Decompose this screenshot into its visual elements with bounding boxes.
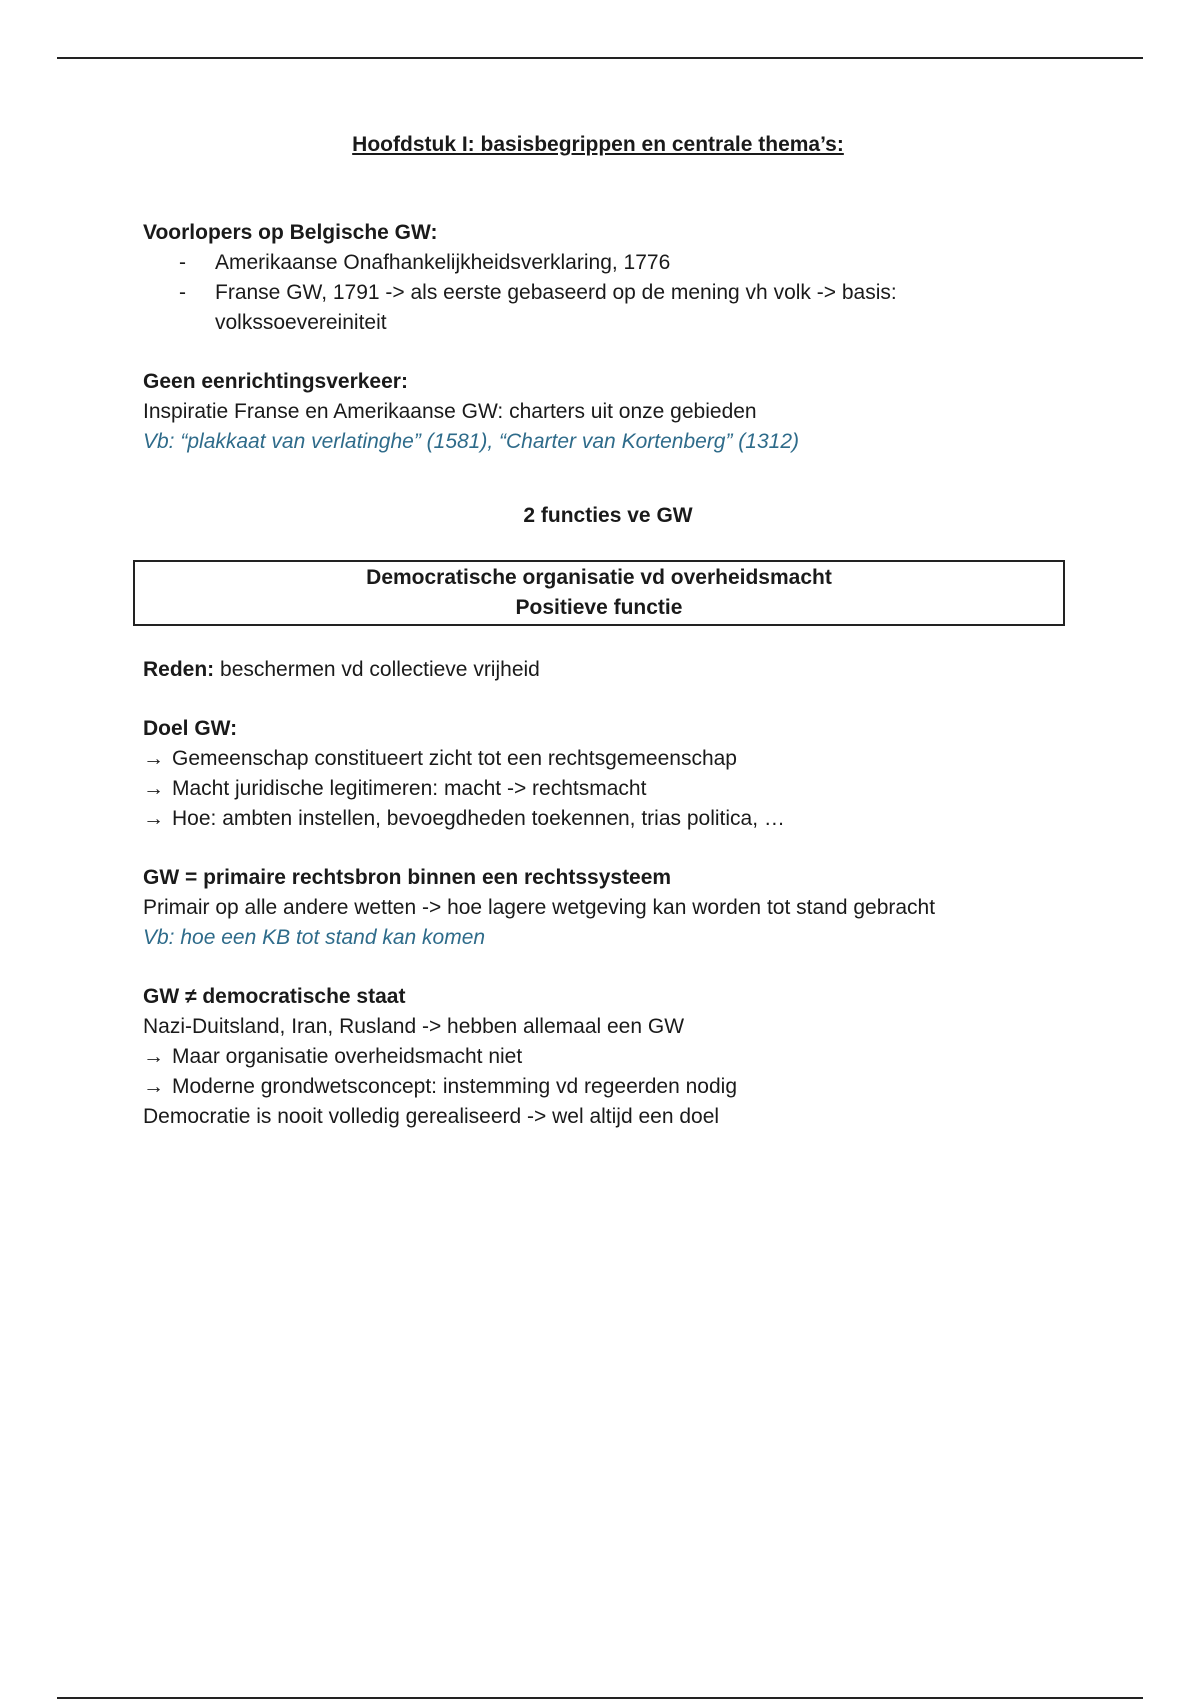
arrow-right-icon: →: [143, 807, 164, 830]
functies-heading: 2 functies ve GW: [523, 504, 693, 527]
function-box-subtitle: Positieve functie: [515, 596, 683, 619]
list-item: [143, 1072, 1073, 1102]
function-box-title: Democratische organisatie vd overheidsmacht: [366, 566, 832, 589]
reden-text: beschermen vd collectieve vrijheid: [214, 658, 540, 681]
voorlopers-list: [143, 248, 1073, 338]
list-item: [143, 804, 1073, 834]
reden-label: Reden:: [143, 658, 215, 681]
list-item-text: Maar organisatie overheidsmacht niet: [172, 1045, 523, 1068]
function-box: [133, 560, 1065, 626]
section-doel: [143, 714, 1073, 834]
section-eenrichting: [143, 367, 1073, 457]
democratisch-text: Nazi-Duitsland, Iran, Rusland -> hebben allemaal een GW: [143, 1015, 685, 1038]
list-item-text: Amerikaanse Onafhankelijkheidsverklaring, 1776: [215, 251, 671, 274]
arrow-right-icon: →: [143, 1045, 164, 1068]
list-item-text: Hoe: ambten instellen, bevoegdheden toekennen, trias politica, …: [172, 807, 785, 830]
list-item-text: Gemeenschap constitueert zicht tot een rechtsgemeenschap: [172, 747, 737, 770]
list-item-text: Franse GW, 1791 -> als eerste gebaseerd op de mening vh volk -> basis:: [215, 281, 897, 304]
list-item: [143, 774, 1073, 804]
primair-heading: GW = primaire rechtsbron binnen een rechtssysteem: [143, 866, 672, 889]
dash-bullet: -: [179, 251, 186, 274]
eenrichting-heading: Geen eenrichtingsverkeer:: [143, 370, 408, 393]
primair-example: Vb: hoe een KB tot stand kan komen: [143, 926, 486, 949]
doel-heading: Doel GW:: [143, 717, 238, 740]
dash-bullet: -: [179, 281, 186, 304]
header-rule: [57, 57, 1143, 59]
list-item: [179, 278, 1073, 338]
democratisch-closing: Democratie is nooit volledig gerealiseerd -> wel altijd een doel: [143, 1105, 720, 1128]
section-democratisch: [143, 982, 1073, 1132]
arrow-right-icon: →: [143, 1075, 164, 1098]
footer-rule: [57, 1697, 1143, 1699]
eenrichting-example: Vb: “plakkaat van verlatinghe” (1581), “Charter van Kortenberg” (1312): [143, 430, 800, 453]
list-item-text: Macht juridische legitimeren: macht -> rechtsmacht: [172, 777, 647, 800]
section-voorlopers: [143, 218, 1073, 338]
list-item-text: Moderne grondwetsconcept: instemming vd regeerden nodig: [172, 1075, 738, 1098]
section-primair: [143, 863, 1073, 953]
list-item: [143, 744, 1073, 774]
list-item-continuation: volkssoevereiniteit: [215, 311, 387, 334]
list-item: [179, 248, 1073, 278]
eenrichting-text: Inspiratie Franse en Amerikaanse GW: charters uit onze gebieden: [143, 400, 757, 423]
list-item: [143, 1042, 1073, 1072]
reden-line: [143, 655, 1073, 685]
document-body: [143, 130, 1073, 1132]
chapter-title: Hoofdstuk I: basisbegrippen en centrale thema’s:: [352, 133, 844, 156]
democratisch-heading: GW ≠ democratische staat: [143, 985, 406, 1008]
primair-text: Primair op alle andere wetten -> hoe lagere wetgeving kan worden tot stand gebracht: [143, 896, 936, 919]
arrow-right-icon: →: [143, 777, 164, 800]
voorlopers-heading: Voorlopers op Belgische GW:: [143, 221, 438, 244]
arrow-right-icon: →: [143, 747, 164, 770]
